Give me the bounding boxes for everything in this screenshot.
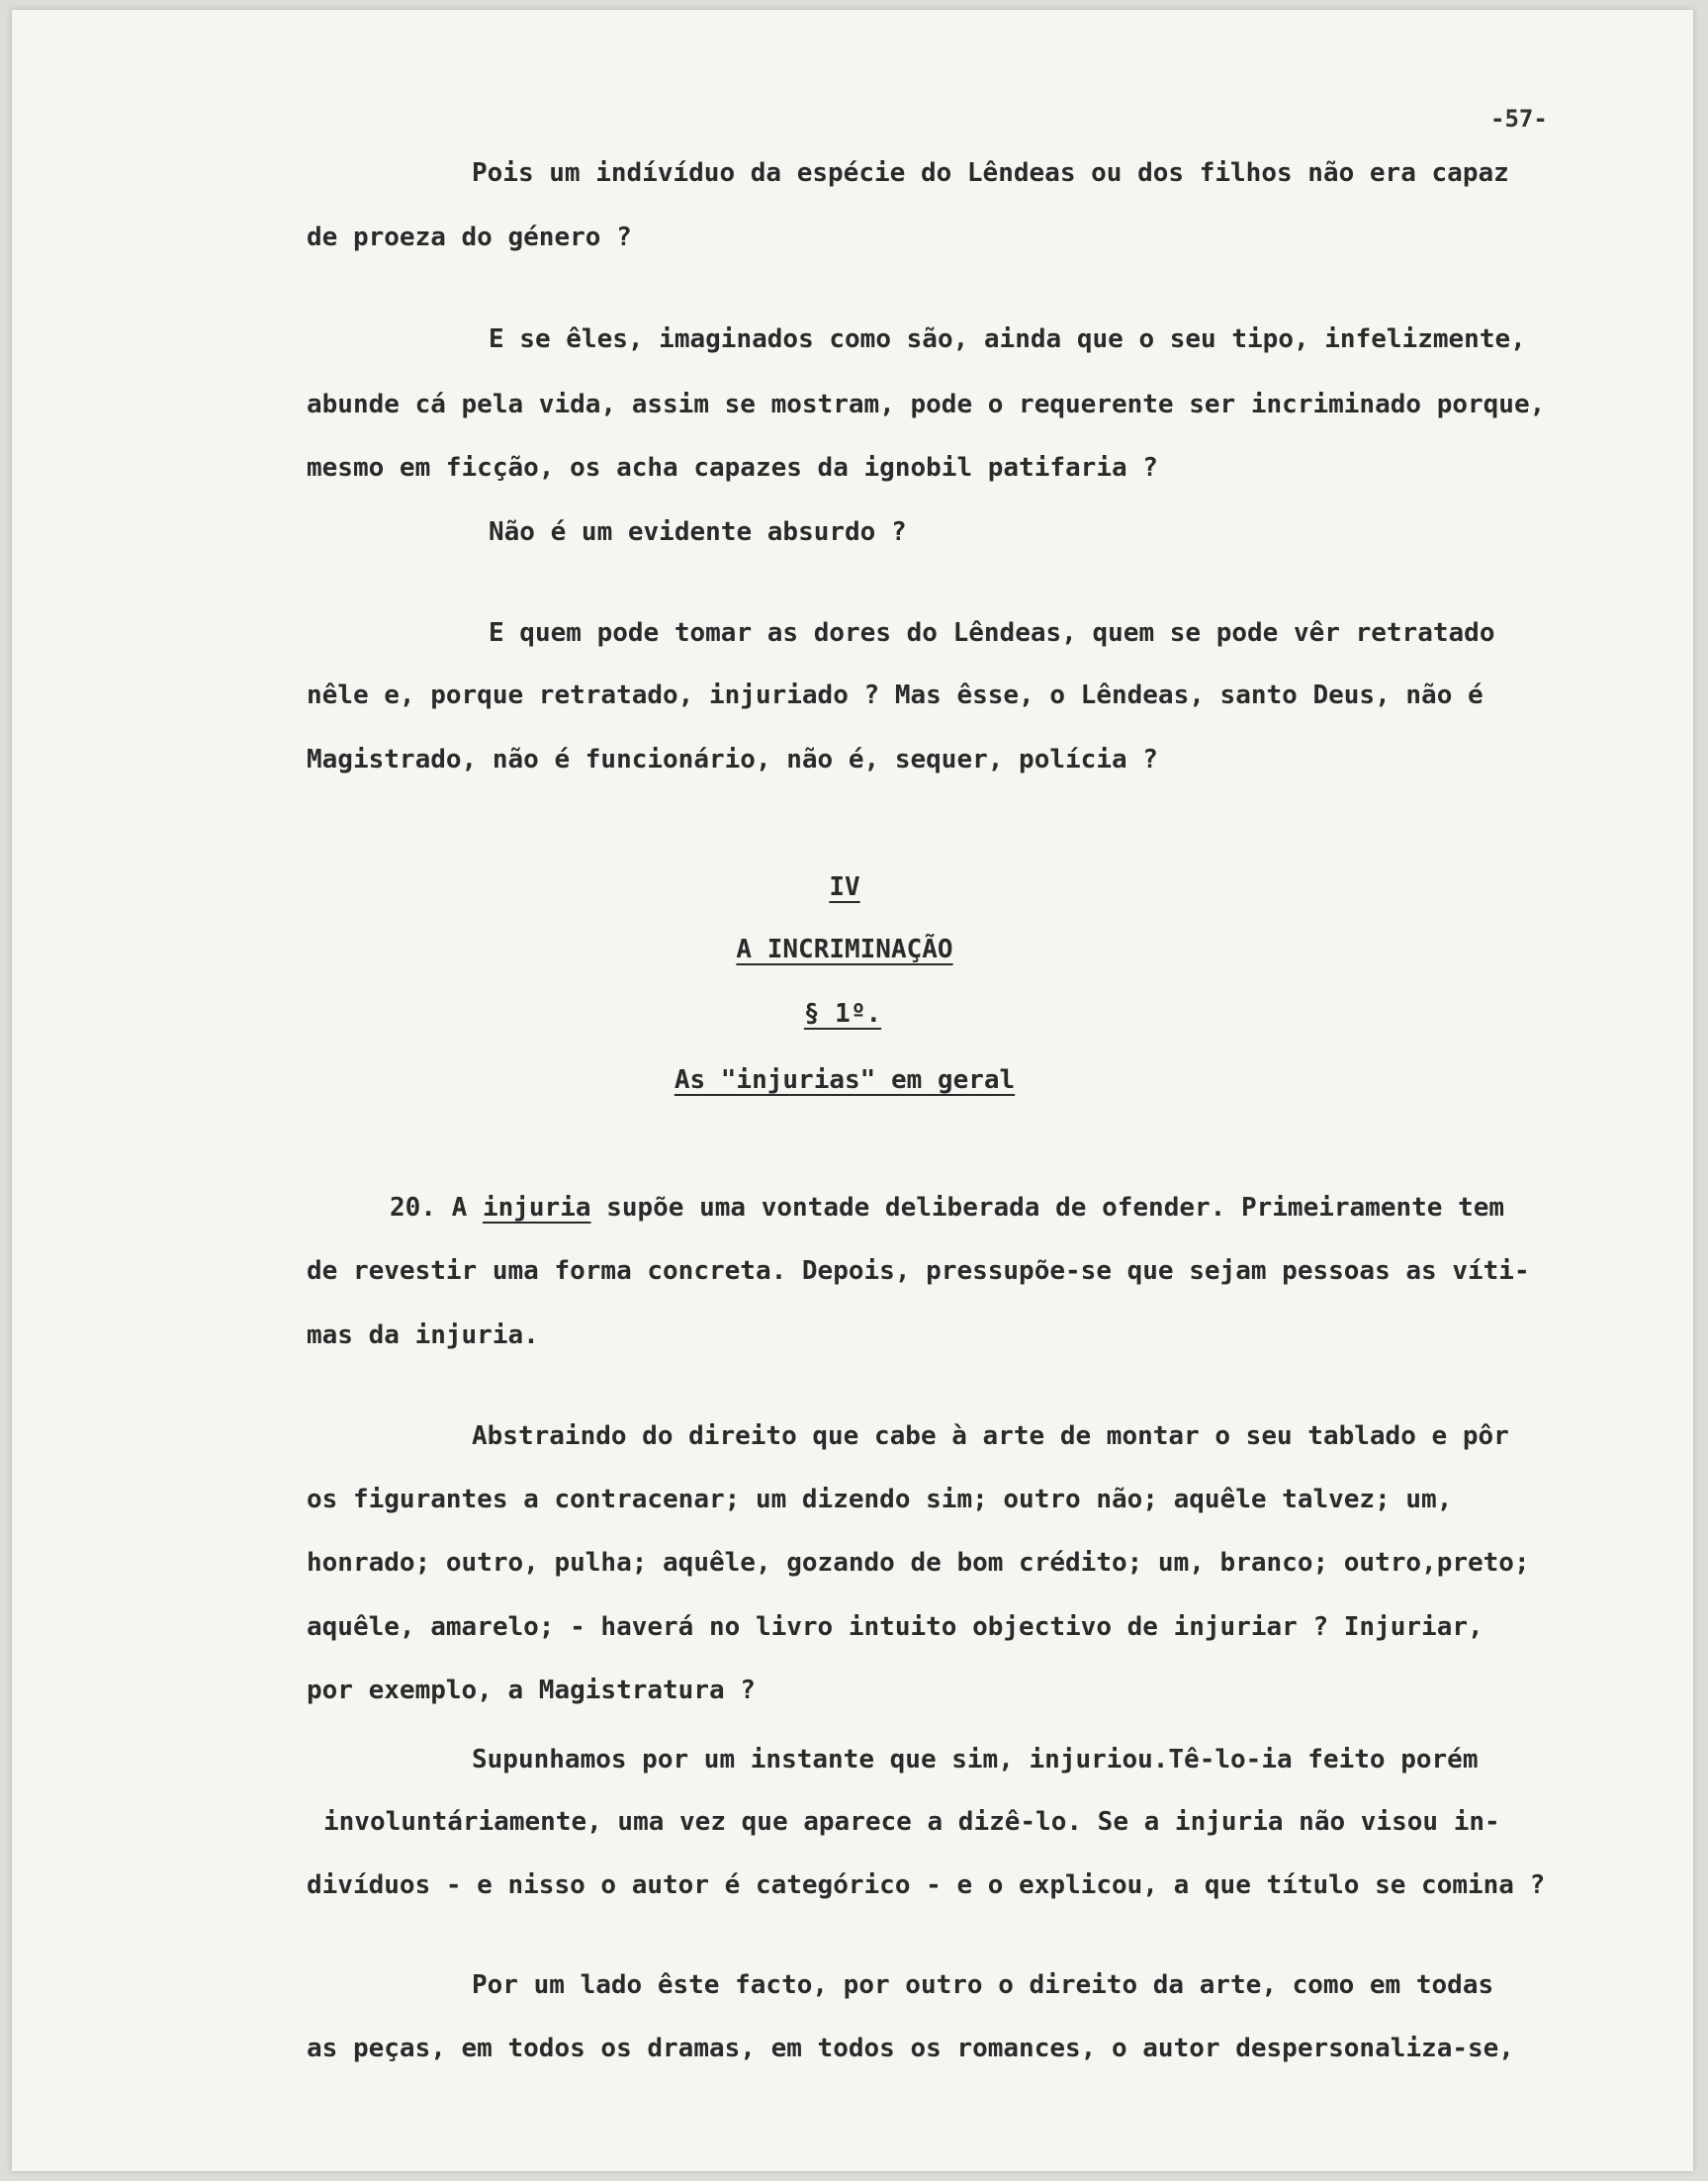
page-number: -57- bbox=[1490, 105, 1548, 133]
text-line: Supunhamos por um instante que sim, injuriou.Tê-lo-ia feito porém bbox=[472, 1745, 1479, 1774]
section-subtitle: As "injurias" em geral bbox=[674, 1065, 1016, 1095]
text-line: as peças, em todos os dramas, em todos os romances, o autor despersonaliza-se, bbox=[307, 2034, 1514, 2063]
underlined-term: injuria bbox=[482, 1193, 591, 1223]
text-line: mas da injuria. bbox=[307, 1320, 539, 1350]
text-line: mesmo em ficção, os acha capazes da ignobil patifaria ? bbox=[307, 453, 1158, 483]
section-paragraph-heading bbox=[2, 999, 1683, 1029]
section-title-heading bbox=[4, 935, 1685, 964]
text-line: Pois um indívíduo da espécie do Lêndeas ou dos filhos não era capaz bbox=[472, 158, 1509, 188]
text-line: 20. A injuria supõe uma vontade deliberada de ofender. Primeiramente tem bbox=[390, 1193, 1505, 1223]
text-line: de revestir uma forma concreta. Depois, pressupõe-se que sejam pessoas as víti- bbox=[307, 1256, 1530, 1286]
section-title: A INCRIMINAÇÃO bbox=[736, 935, 953, 964]
paragraph-number: 20. bbox=[390, 1193, 452, 1223]
section-roman: IV bbox=[829, 872, 860, 902]
text-line: E se êles, imaginados como são, ainda que o seu tipo, infelizmente, bbox=[489, 324, 1526, 354]
text-line: honrado; outro, pulha; aquêle, gozando de bom crédito; um, branco; outro,preto; bbox=[307, 1548, 1530, 1578]
typewritten-page bbox=[12, 10, 1693, 2171]
text-line: E quem pode tomar as dores do Lêndeas, quem se pode vêr retratado bbox=[489, 618, 1495, 648]
text-line: divíduos - e nisso o autor é categórico - e o explicou, a que título se comina ? bbox=[307, 1870, 1546, 1900]
text-line: de proeza do género ? bbox=[307, 223, 632, 252]
text-line: os figurantes a contracenar; um dizendo sim; outro não; aquêle talvez; um, bbox=[307, 1485, 1453, 1514]
text-line: abunde cá pela vida, assim se mostram, pode o requerente ser incriminado porque, bbox=[307, 390, 1546, 419]
text-line: aquêle, amarelo; - haverá no livro intuito objectivo de injuriar ? Injuriar, bbox=[307, 1612, 1483, 1642]
section-subtitle-heading bbox=[4, 1065, 1685, 1095]
text-line: por exemplo, a Magistratura ? bbox=[307, 1676, 756, 1705]
text-line: Não é um evidente absurdo ? bbox=[489, 517, 907, 547]
section-paragraph: § 1º. bbox=[803, 999, 882, 1029]
text-line: nêle e, porque retratado, injuriado ? Mas êsse, o Lêndeas, santo Deus, não é bbox=[307, 681, 1483, 710]
text-line: Abstraindo do direito que cabe à arte de montar o seu tablado e pôr bbox=[472, 1421, 1509, 1451]
text-line: Magistrado, não é funcionário, não é, sequer, polícia ? bbox=[307, 745, 1158, 774]
text-line: involuntáriamente, uma vez que aparece a dizê-lo. Se a injuria não visou in- bbox=[323, 1807, 1500, 1837]
text-line: Por um lado êste facto, por outro o direito da arte, como em todas bbox=[472, 1970, 1494, 2000]
section-roman-heading bbox=[4, 872, 1685, 902]
